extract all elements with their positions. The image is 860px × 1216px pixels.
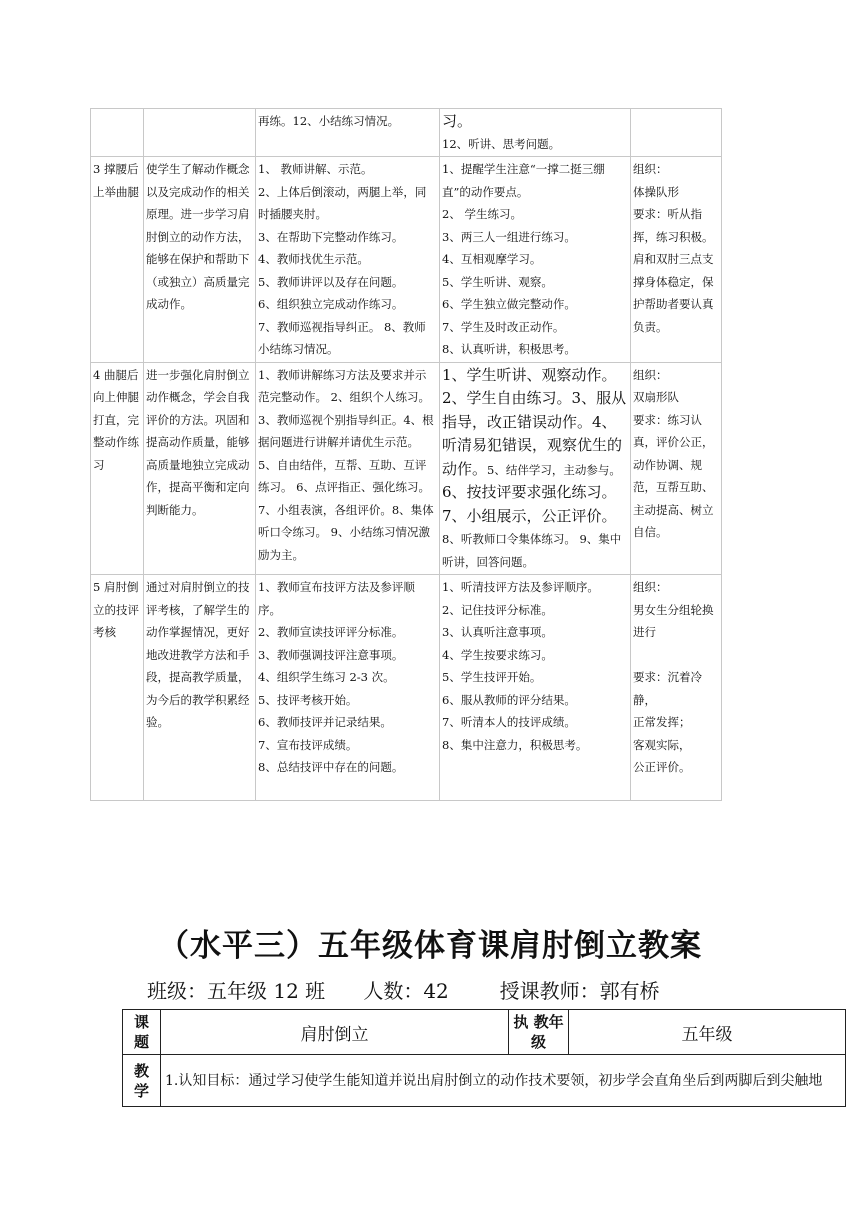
lesson-steps-table bbox=[90, 108, 722, 801]
teacher-line: 3、教师强调技评注意事项。 bbox=[258, 647, 404, 662]
student-line: 5、学生技评开始。 bbox=[442, 670, 542, 684]
teacher-line: 7、宣布技评成绩。 bbox=[258, 737, 358, 752]
org-line: 正常发挥； bbox=[633, 715, 691, 729]
goal-header: 教学 bbox=[123, 1055, 161, 1107]
goal-cell bbox=[144, 362, 256, 575]
step-cell bbox=[91, 362, 144, 575]
org-line: 要求：练习认真，评价公正，动作协调、规范，互帮互助、主动提高、树立自信。 bbox=[633, 412, 714, 539]
org-line: 要求：沉着冷静， bbox=[633, 670, 702, 707]
student-line: 2、记住技评分标准。 bbox=[442, 602, 553, 617]
topic-value: 肩肘倒立 bbox=[161, 1010, 509, 1055]
student-line: 5、学生听讲、观察。 bbox=[442, 274, 553, 289]
goal-text: 进一步强化肩肘倒立动作概念，学会自我评价的方法。巩固和提高动作质量，能够高质量地独立完成动作，提高平衡和定向判断能力。 bbox=[146, 367, 250, 517]
org-line: 客观实际， bbox=[633, 737, 691, 752]
lesson-info bbox=[147, 975, 660, 1004]
student-line: 3、两三人一组进行练习。 bbox=[442, 229, 576, 244]
teacher-cell bbox=[256, 362, 440, 575]
org-line: 组织： bbox=[633, 162, 668, 176]
goal-text: 通过对肩肘倒立的技评考核，了解学生的动作掌握情况，更好地改进教学方法和手段，提高教学质量，为今后的教学积累经验。 bbox=[146, 580, 250, 729]
goal-cell bbox=[144, 157, 256, 363]
teacher-cell bbox=[256, 575, 440, 801]
teacher-line: 1、教师宣布技评方法及参评顺序。 bbox=[258, 580, 415, 617]
student-line: 4、互相观摩学习。 bbox=[442, 252, 542, 266]
org-line: 组织： bbox=[633, 367, 668, 382]
student-text: 8、听教师口令集体练习。 9、集中听讲，回答问题。 bbox=[442, 532, 622, 569]
student-line: 6、学生独立做完整动作。 bbox=[442, 297, 576, 311]
student-cell bbox=[440, 575, 631, 801]
goal-text: 1.认知目标：通过学习使学生能知道并说出肩肘倒立的动作技术要领，初步学会直角坐后到两脚后到尖触地 bbox=[161, 1055, 846, 1107]
grade-value: 五年级 bbox=[569, 1010, 846, 1055]
teacher-line: 3、在帮助下完整动作练习。 bbox=[258, 229, 404, 244]
teacher-line: 5、教师讲评以及存在问题。 bbox=[258, 274, 404, 289]
lesson-header-table bbox=[122, 1009, 846, 1107]
teacher-line: 2、教师宣读技评评分标准。 bbox=[258, 625, 404, 639]
student-line: 1、听清技评方法及参评顺序。 bbox=[442, 580, 599, 594]
org-cell bbox=[631, 157, 722, 363]
org-line: 组织： bbox=[633, 580, 668, 594]
goal-cell bbox=[144, 575, 256, 801]
org-line bbox=[633, 644, 719, 667]
org-line: 双扇形队 bbox=[633, 390, 679, 404]
student-line: 8、认真听讲，积极思考。 bbox=[442, 342, 576, 356]
table-row bbox=[91, 575, 722, 801]
topic-header: 课题 bbox=[123, 1010, 161, 1055]
org-cell bbox=[631, 362, 722, 575]
student-line: 7、听清本人的技评成绩。 bbox=[442, 715, 576, 729]
teacher-cell bbox=[256, 157, 440, 363]
teacher-line: 4、组织学生练习 2-3 次。 bbox=[258, 670, 395, 684]
step-cell bbox=[91, 109, 144, 157]
step-cell bbox=[91, 157, 144, 363]
student-line: 1、提醒学生注意“一撑二挺三绷直”的动作要点。 bbox=[442, 162, 605, 199]
table-row bbox=[91, 157, 722, 363]
grade-header: 执 教年级 bbox=[509, 1010, 569, 1055]
org-line: 男女生分组轮换进行 bbox=[633, 602, 714, 639]
student-line: 4、学生按要求练习。 bbox=[442, 647, 553, 662]
goal-text: 使学生了解动作概念以及完成动作的相关原理。进一步学习肩肘倒立的动作方法，能够在保护和帮助下（或独立）高质量完成动作。 bbox=[146, 162, 250, 311]
step-text: 3 撑腰后上举曲腿 bbox=[93, 162, 139, 199]
teacher-line: 4、教师找优生示范。 bbox=[258, 252, 369, 266]
student-line: 7、学生及时改正动作。 bbox=[442, 319, 565, 334]
student-cell bbox=[440, 362, 631, 575]
student-line: 6、服从教师的评分结果。 bbox=[442, 692, 576, 707]
teacher-line: 6、组织独立完成动作练习。 bbox=[258, 297, 404, 311]
table-row bbox=[123, 1055, 846, 1107]
teacher-line: 5、技评考核开始。 bbox=[258, 692, 358, 707]
teacher-text: 1、教师讲解练习方法及要求并示范完整动作。 2、组织个人练习。3、教师巡视个别指导纠正。4、根据问题进行讲解并请优生示范。 5、自由结伴，互帮、互助、互评练习。 6、点评指正、强化练习。 7、小组表演，各组评价。8、集体听口令练习。 9、小结练习情况激励为主。 bbox=[258, 367, 434, 562]
org-line: 要求：听从指挥，练习积极。肩和双肘三点支撑身体稳定，保护帮助者要认真负责。 bbox=[633, 207, 714, 334]
student-text: 12、听讲、思考问题。 bbox=[442, 136, 561, 151]
teacher-label: 授课教师：郭有桥 bbox=[499, 979, 660, 1003]
org-cell bbox=[631, 109, 722, 157]
teacher-line: 7、教师巡视指导纠正。 8、教师小结练习情况。 bbox=[258, 319, 426, 356]
org-line: 体操队形 bbox=[633, 184, 679, 199]
step-cell bbox=[91, 575, 144, 801]
count-label: 人数：42 bbox=[363, 979, 449, 1003]
student-cell bbox=[440, 157, 631, 363]
student-text: 1、学生听讲、观察动作。2、学生自由练习。3、服从指导，改正错误动作。4、听清易犯错误，观察优生的动作。 bbox=[442, 365, 627, 478]
teacher-cell bbox=[256, 109, 440, 157]
class-label: 班级：五年级 12 班 bbox=[147, 979, 326, 1003]
table-row bbox=[91, 109, 722, 157]
student-cell bbox=[440, 109, 631, 157]
page-title: （水平三）五年级体育课肩肘倒立教案 bbox=[158, 928, 702, 964]
student-text: 习。 bbox=[442, 112, 473, 130]
teacher-line: 2、上体后倒滚动，两腿上举，同时插腰夹肘。 bbox=[258, 184, 427, 221]
step-text: 5 肩肘倒立的技评考核 bbox=[93, 580, 139, 639]
student-line: 2、 学生练习。 bbox=[442, 207, 522, 221]
table-row bbox=[91, 362, 722, 575]
step-text: 4 曲腿后向上伸腿打直，完整动作练习 bbox=[93, 367, 139, 472]
teacher-text: 再练。12、小结练习情况。 bbox=[258, 114, 400, 128]
student-text: 6、按技评要求强化练习。7、小组展示，公正评价。 bbox=[442, 483, 617, 525]
teacher-line: 8、总结技评中存在的问题。 bbox=[258, 760, 404, 774]
org-line: 公正评价。 bbox=[633, 760, 691, 774]
table-row bbox=[123, 1010, 846, 1055]
student-line: 3、认真听注意事项。 bbox=[442, 625, 553, 639]
student-line: 8、集中注意力，积极思考。 bbox=[442, 737, 588, 752]
student-text: 5、结伴学习，主动参与。 bbox=[487, 462, 621, 477]
goal-cell bbox=[144, 109, 256, 157]
teacher-line: 6、教师技评并记录结果。 bbox=[258, 715, 392, 729]
org-cell bbox=[631, 575, 722, 801]
teacher-line: 1、 教师讲解、示范。 bbox=[258, 162, 373, 176]
